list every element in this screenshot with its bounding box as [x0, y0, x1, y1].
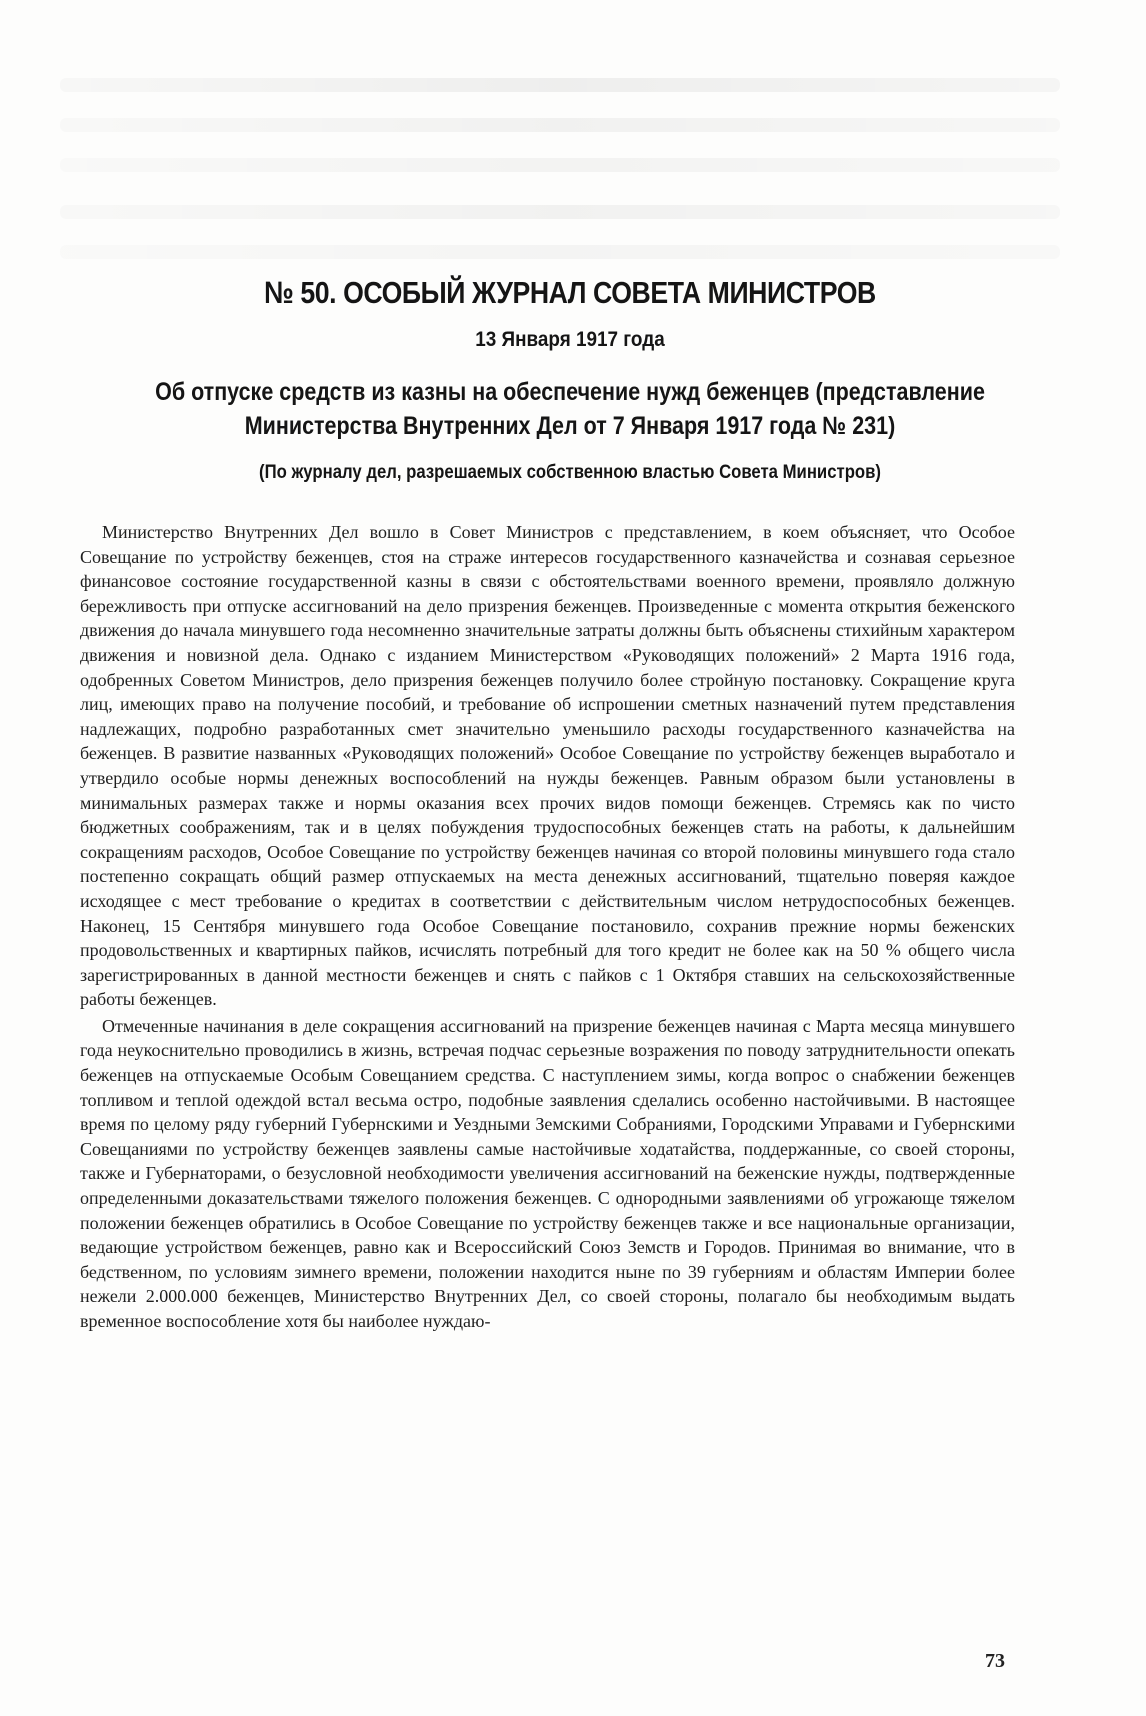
bleed-through-shadow [60, 118, 1060, 132]
bleed-through-shadow [60, 205, 1060, 219]
document-body [80, 520, 1015, 1334]
bleed-through-shadow [60, 158, 1060, 172]
bleed-through-shadow [60, 245, 1060, 259]
page-number: 73 [985, 1650, 1005, 1672]
document-title: № 50. ОСОБЫЙ ЖУРНАЛ СОВЕТА МИНИСТРОВ [264, 275, 876, 310]
document-date: 13 Января 1917 года [475, 328, 665, 351]
document-subject: Об отпуске средств из казны на обеспечение нужд беженцев (представление Министерства Внутренних Дел от 7 Января 1917 года № 231) [155, 378, 985, 440]
bleed-through-shadow [60, 78, 1060, 92]
document-note: (По журналу дел, разрешаемых собственною властью Совета Министров) [259, 462, 881, 483]
paragraph: Отмеченные начинания в деле сокращения ассигнований на призрение беженцев начиная с Марта месяца минувшего года неукоснительно проводились в жизнь, встречая подчас серьезные возражения по поводу затруднительности опекать беженцев на отпускаемые Особым Совещанием средства. С наступлением зимы, когда вопрос о снабжении беженцев топливом и теплой одеждой встал весьма остро, подобные заявления сделались особенно настойчивыми. В настоящее время по целому ряду губерний Губернскими и Уездными Земскими Собраниями, Городскими Управами и Губернскими Совещаниями по устройству беженцев заявлены самые настойчивые ходатайства, поддержанные, со своей стороны, также и Губернаторами, о безусловной необходимости увеличения ассигнований на беженские нужды, подтвержденные определенными доказательствами тяжелого положения беженцев. С однородными заявлениями об угрожающе тяжелом положении беженцев обратились в Особое Совещание по устройству беженцев также и все национальные организации, ведающие устройством беженцев, равно как и Всероссийский Союз Земств и Городов. Принимая во внимание, что в бедственном, по условиям зимнего времени, положении находится ныне по 39 губерниям и областям Империи более нежели 2.000.000 беженцев, Министерство Внутренних Дел, со своей стороны, полагало бы необходимым выдать временное воспособление хотя бы наиболее нуждаю- [80, 1015, 1015, 1331]
paragraph: Министерство Внутренних Дел вошло в Совет Министров с представлением, в коем объясняет, что Особое Совещание по устройству беженцев, стоя на страже интересов государственного казначейства и сознавая серьезное финансовое состояние государственной казны в связи с обстоятельствами военного времени, проявляло должную бережливость при отпуске ассигнований на дело призрения беженцев. Произведенные с момента открытия беженского движения до начала минувшего года несомненно значительные затраты должны быть объяснены стихийным характером движения и новизной дела. Однако с изданием Министерством «Руководящих положений» 2 Марта 1916 года, одобренных Советом Министров, дело призрения беженцев получило более стройную постановку. Сокращение круга лиц, имеющих право на получение пособий, и требование об испрошении сметных назначений путем представления надлежащих, подробно разработанных смет значительно уменьшило расходы государственного казначейства на беженцев. В развитие названных «Руководящих положений» Особое Совещание по устройству беженцев выработало и утвердило особые нормы денежных воспособлений на нужды беженцев. Равным образом были установлены в минимальных размерах также и нормы оказания всех прочих видов помощи беженцев. Стремясь как по чисто бюджетных соображениям, так и в целях побуждения трудоспособных беженцев стать на работы, к дальнейшим сокращениям расходов, Особое Совещание по устройству беженцев начиная со второй половины минувшего года стало постепенно сокращать общий размер отпускаемых на места денежных ассигнований, тщательно поверяя каждое исходящее с мест требование о кредитах в соответствии с действительным числом нетрудоспособных беженцев. Наконец, 15 Сентября минувшего года Особое Совещание постановило, сохранив прежние нормы беженских продовольственных и квартирных пайков, исчислять потребный для того кредит не более как на 50 % общего числа зарегистрированных в данной местности беженцев и снять с пайков с 1 Октября ставших на сельскохозяйственные работы беженцев. [80, 522, 1015, 1010]
